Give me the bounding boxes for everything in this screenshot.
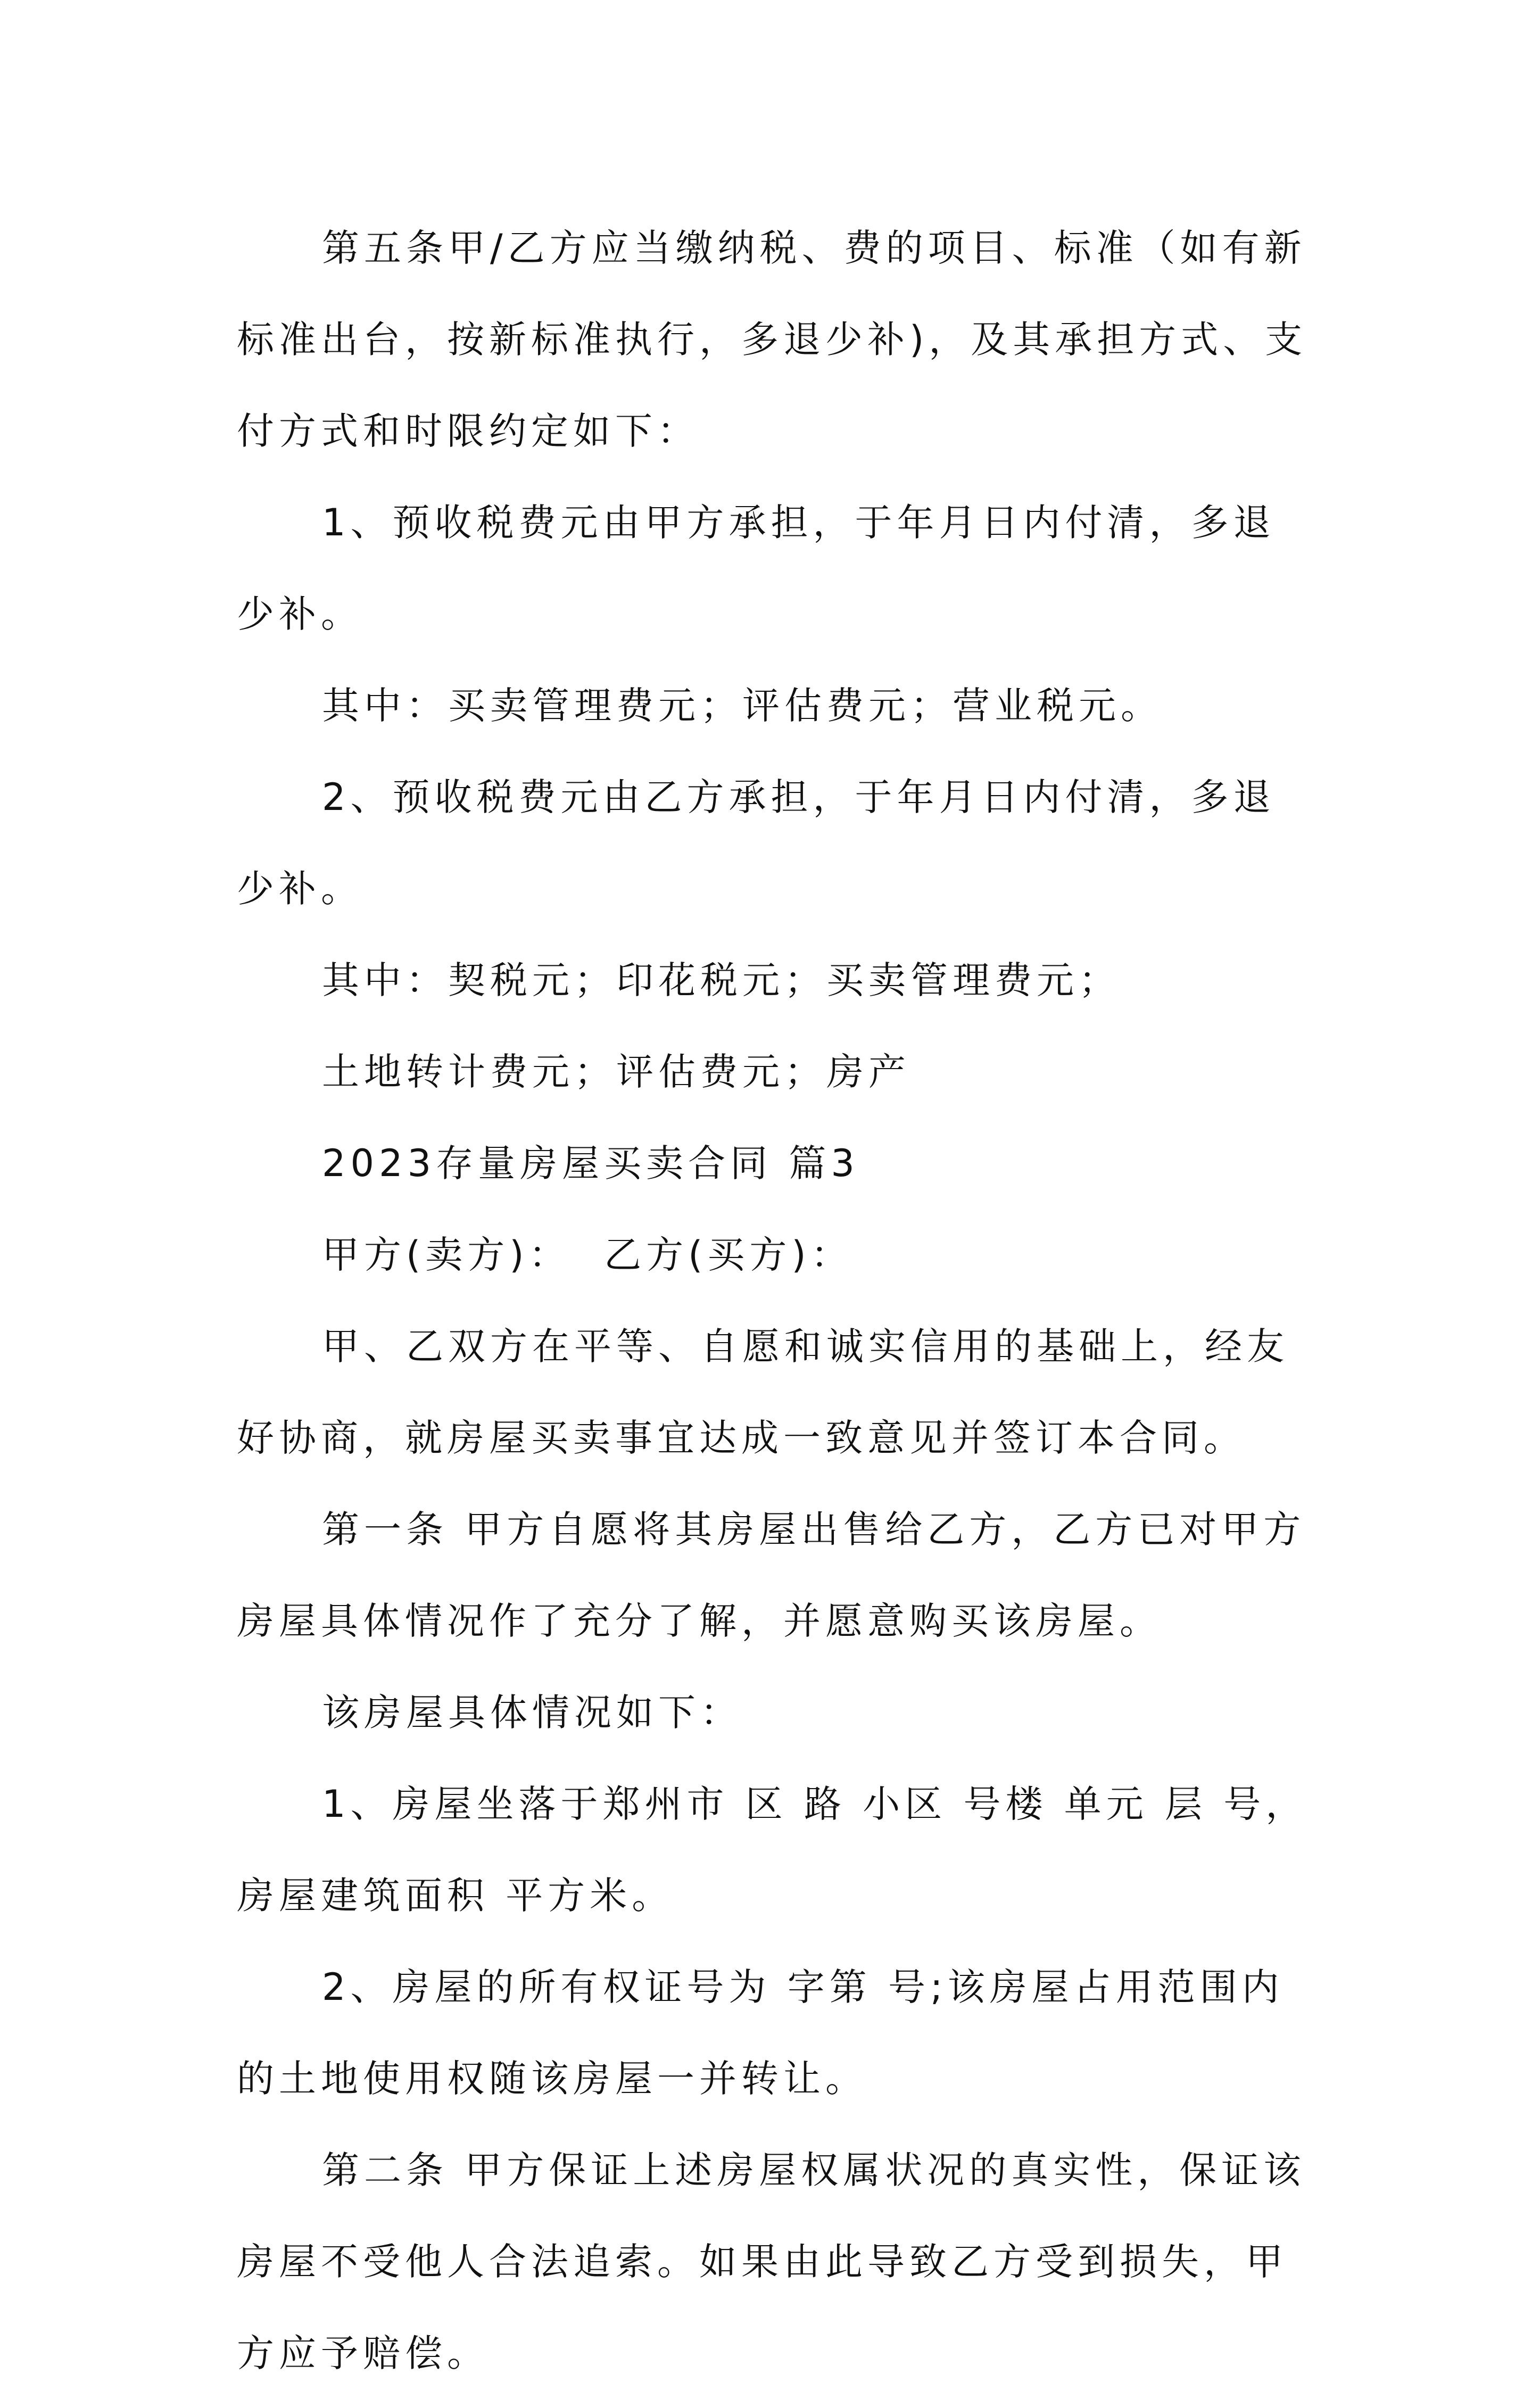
section-title: 2023存量房屋买卖合同 篇3 [322,1141,859,1185]
paragraph-preamble: 甲、乙双方在平等、自愿和诚实信用的基础上，经友好协商，就房屋买卖事宜达成一致意见并签订本合同。 [237,1325,1289,1460]
paragraph-item-1: 1、预收税费元由甲方承担，于年月日内付清，多退少补。 [237,501,1276,636]
parties-line: 甲方(卖方)： 乙方(买方)： [322,1233,853,1277]
paragraph-article-2: 第二条 甲方保证上述房屋权属状况的真实性，保证该房屋不受他人合法追索。如果由此导致乙方受到损失，甲方应予赔偿。 [237,2148,1306,2375]
paragraph-property-certificate: 2、房屋的所有权证号为 字第 号;该房屋占用范围内的土地使用权随该房屋一并转让。 [237,1965,1284,2100]
paragraph-article-5: 第五条甲/乙方应当缴纳税、费的项目、标准（如有新标准出台，按新标准执行，多退少补)，及其承担方式、支付方式和时限约定如下： [237,226,1307,453]
paragraph-property-details-heading: 该房屋具体情况如下： [322,1691,742,1734]
paragraph-article-1: 第一条 甲方自愿将其房屋出售给乙方，乙方已对甲方房屋具体情况作了充分了解，并愿意购买该房屋。 [237,1508,1306,1643]
document-body [237,202,1317,2399]
paragraph-item-2-detail: 其中：契税元；印花税元；买卖管理费元； [322,958,1121,1002]
paragraph-item-1-detail: 其中：买卖管理费元；评估费元；营业税元。 [322,684,1163,727]
paragraph-item-2: 2、预收税费元由乙方承担，于年月日内付清，多退少补。 [237,775,1276,911]
paragraph-property-location: 1、房屋坐落于郑州市 区 路 小区 号楼 单元 层 号，房屋建筑面积 平方米。 [237,1782,1308,1917]
paragraph-item-2-detail-cont: 土地转计费元；评估费元；房产 [322,1050,910,1094]
